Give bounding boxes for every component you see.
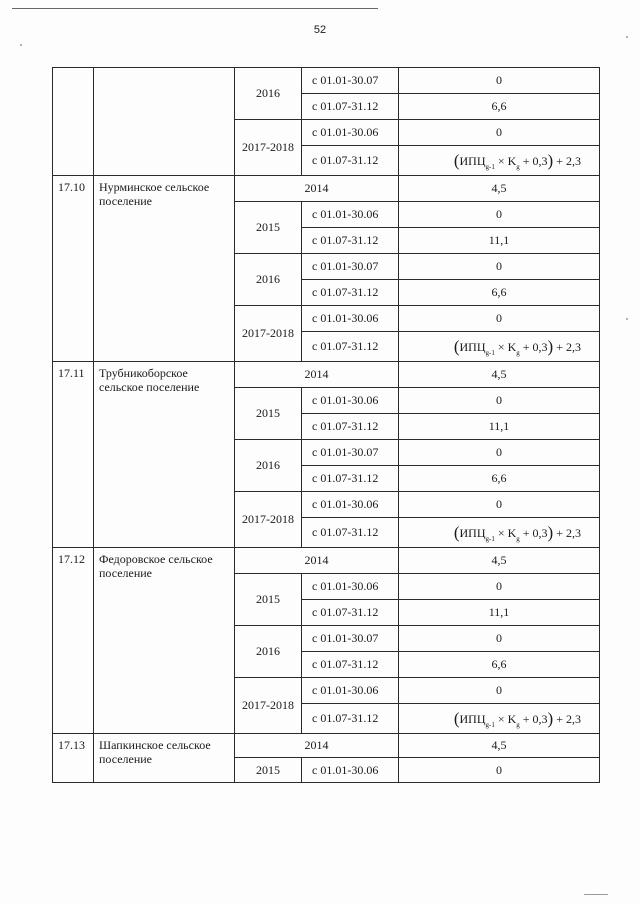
base-value-cell: 4,5 bbox=[399, 176, 600, 202]
formula-addend: + 0,3 bbox=[519, 525, 548, 540]
year-cell: 2015 bbox=[235, 202, 302, 254]
period-cell: с 01.07-31.12 bbox=[302, 332, 399, 362]
row-number-cell: 17.13 bbox=[53, 734, 94, 783]
formula-multiplier: × K bbox=[494, 339, 517, 354]
formula-close-bracket: ) bbox=[547, 522, 554, 542]
year-cell: 2015 bbox=[235, 574, 302, 626]
value-cell: 11,1 bbox=[399, 414, 600, 440]
scan-speck bbox=[626, 36, 628, 38]
period-cell: с 01.01-30.07 bbox=[302, 440, 399, 466]
formula-subscript: g-1 bbox=[485, 162, 495, 171]
formula-subscript: g-1 bbox=[485, 720, 495, 729]
period-cell: с 01.01-30.06 bbox=[302, 574, 399, 600]
formula-tail: + 2,3 bbox=[553, 711, 581, 726]
year-cell: 2017-2018 bbox=[235, 306, 302, 362]
formula-subscript: g bbox=[516, 720, 520, 729]
row-number-cell: 17.11 bbox=[53, 362, 94, 548]
formula-open-bracket: ( bbox=[453, 708, 460, 728]
table-row bbox=[53, 68, 600, 94]
formula-tail: + 2,3 bbox=[553, 339, 581, 354]
formula-open-bracket: ( bbox=[453, 336, 460, 356]
settlement-name-cell bbox=[94, 68, 235, 176]
year-cell: 2017-2018 bbox=[235, 678, 302, 734]
period-cell: с 01.01-30.06 bbox=[302, 388, 399, 414]
settlement-name-cell: Шапкинское сельское поселение bbox=[94, 734, 235, 783]
table-row bbox=[53, 734, 600, 758]
period-cell: с 01.07-31.12 bbox=[302, 704, 399, 734]
formula-close-bracket: ) bbox=[547, 708, 554, 728]
value-cell: 6,6 bbox=[399, 94, 600, 120]
row-number-cell: 17.12 bbox=[53, 548, 94, 734]
value-cell: 0 bbox=[399, 306, 600, 332]
period-cell: с 01.01-30.06 bbox=[302, 306, 399, 332]
table-row bbox=[53, 176, 600, 202]
base-year-cell: 2014 bbox=[235, 548, 399, 574]
formula-addend: + 0,3 bbox=[519, 153, 548, 168]
period-cell: с 01.01-30.06 bbox=[302, 678, 399, 704]
formula-subscript: g bbox=[516, 534, 520, 543]
base-year-cell: 2014 bbox=[235, 734, 399, 758]
formula-tail: + 2,3 bbox=[553, 153, 581, 168]
settlement-name-cell: Нурминское сельское поселение bbox=[94, 176, 235, 362]
period-cell: с 01.07-31.12 bbox=[302, 518, 399, 548]
value-cell: 0 bbox=[399, 254, 600, 280]
scan-speck bbox=[584, 894, 608, 895]
year-cell: 2016 bbox=[235, 626, 302, 678]
period-cell: с 01.07-31.12 bbox=[302, 652, 399, 678]
table-row bbox=[53, 362, 600, 388]
value-cell: 0 bbox=[399, 120, 600, 146]
value-cell: 6,6 bbox=[399, 280, 600, 306]
page-number: 52 bbox=[313, 24, 327, 36]
base-value-cell: 4,5 bbox=[399, 734, 600, 758]
period-cell: с 01.07-31.12 bbox=[302, 280, 399, 306]
settlement-name-cell: Федоровское сельское поселение bbox=[94, 548, 235, 734]
period-cell: с 01.07-31.12 bbox=[302, 466, 399, 492]
value-cell: 0 bbox=[399, 68, 600, 94]
formula-symbol: ИПЦ bbox=[459, 339, 486, 354]
value-cell: 11,1 bbox=[399, 228, 600, 254]
period-cell: с 01.07-31.12 bbox=[302, 600, 399, 626]
formula-symbol: ИПЦ bbox=[459, 153, 486, 168]
period-cell: с 01.01-30.07 bbox=[302, 68, 399, 94]
period-cell: с 01.01-30.06 bbox=[302, 492, 399, 518]
formula-subscript: g bbox=[516, 162, 520, 171]
row-number-cell: 17.10 bbox=[53, 176, 94, 362]
year-cell: 2017-2018 bbox=[235, 492, 302, 548]
formula-tail: + 2,3 bbox=[553, 525, 581, 540]
formula-open-bracket: ( bbox=[453, 522, 460, 542]
period-cell: с 01.07-31.12 bbox=[302, 94, 399, 120]
tariff-table bbox=[52, 67, 600, 783]
tariff-table-body bbox=[53, 68, 600, 783]
formula-addend: + 0,3 bbox=[519, 339, 548, 354]
value-cell: 6,6 bbox=[399, 466, 600, 492]
year-cell: 2016 bbox=[235, 68, 302, 120]
base-year-cell: 2014 bbox=[235, 362, 399, 388]
period-cell: с 01.01-30.07 bbox=[302, 254, 399, 280]
value-cell: 0 bbox=[399, 678, 600, 704]
formula-addend: + 0,3 bbox=[519, 711, 548, 726]
formula-cell bbox=[399, 332, 600, 362]
base-value-cell: 4,5 bbox=[399, 362, 600, 388]
period-cell: с 01.07-31.12 bbox=[302, 146, 399, 176]
year-cell: 2017-2018 bbox=[235, 120, 302, 176]
formula-cell bbox=[399, 146, 600, 176]
value-cell: 0 bbox=[399, 758, 600, 783]
year-cell: 2015 bbox=[235, 388, 302, 440]
period-cell: с 01.07-31.12 bbox=[302, 414, 399, 440]
table-row bbox=[53, 548, 600, 574]
scan-speck bbox=[626, 318, 628, 320]
period-cell: с 01.01-30.06 bbox=[302, 758, 399, 783]
formula-symbol: ИПЦ bbox=[459, 711, 486, 726]
value-cell: 11,1 bbox=[399, 600, 600, 626]
base-value-cell: 4,5 bbox=[399, 548, 600, 574]
formula-close-bracket: ) bbox=[547, 336, 554, 356]
value-cell: 6,6 bbox=[399, 652, 600, 678]
formula-subscript: g-1 bbox=[485, 534, 495, 543]
formula-cell bbox=[399, 704, 600, 734]
formula-symbol: ИПЦ bbox=[459, 525, 486, 540]
value-cell: 0 bbox=[399, 574, 600, 600]
year-cell: 2016 bbox=[235, 254, 302, 306]
formula-subscript: g-1 bbox=[485, 348, 495, 357]
top-rule bbox=[12, 8, 378, 9]
formula-open-bracket: ( bbox=[453, 150, 460, 170]
value-cell: 0 bbox=[399, 388, 600, 414]
formula-multiplier: × K bbox=[494, 525, 517, 540]
formula-multiplier: × K bbox=[494, 711, 517, 726]
value-cell: 0 bbox=[399, 202, 600, 228]
period-cell: с 01.01-30.06 bbox=[302, 120, 399, 146]
period-cell: с 01.01-30.07 bbox=[302, 626, 399, 652]
period-cell: с 01.01-30.06 bbox=[302, 202, 399, 228]
value-cell: 0 bbox=[399, 440, 600, 466]
value-cell: 0 bbox=[399, 626, 600, 652]
formula-close-bracket: ) bbox=[547, 150, 554, 170]
year-cell: 2016 bbox=[235, 440, 302, 492]
row-number-cell bbox=[53, 68, 94, 176]
year-cell: 2015 bbox=[235, 758, 302, 783]
value-cell: 0 bbox=[399, 492, 600, 518]
settlement-name-cell: Трубникоборское сельское поселение bbox=[94, 362, 235, 548]
base-year-cell: 2014 bbox=[235, 176, 399, 202]
formula-multiplier: × K bbox=[494, 153, 517, 168]
scan-speck bbox=[20, 44, 22, 46]
period-cell: с 01.07-31.12 bbox=[302, 228, 399, 254]
formula-subscript: g bbox=[516, 348, 520, 357]
formula-cell bbox=[399, 518, 600, 548]
